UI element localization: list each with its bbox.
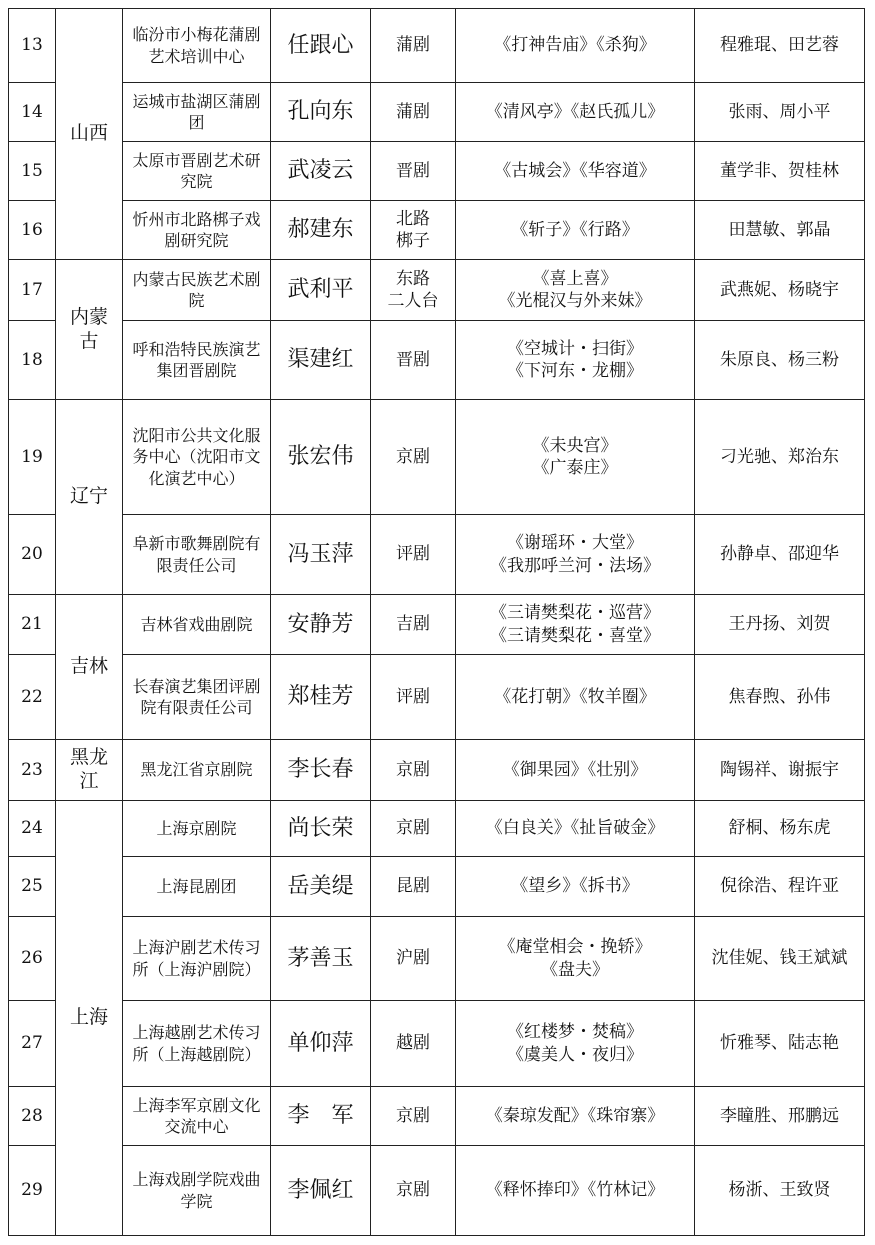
unit-name: 内蒙古民族艺术剧院 [123, 260, 271, 321]
table-row [9, 142, 865, 201]
opera-genre: 京剧 [371, 400, 456, 515]
province-cell [56, 595, 123, 740]
table-row [9, 1087, 865, 1146]
master-name: 岳美缇 [271, 857, 371, 917]
table-row [9, 83, 865, 142]
apprentices: 李瞳胜、邢鹏远 [695, 1087, 865, 1146]
repertoire: 《斩子》《行路》 [456, 201, 695, 260]
repertoire: 《空城计・扫街》 《下河东・龙棚》 [456, 321, 695, 400]
repertoire: 《白良关》《扯旨破金》 [456, 801, 695, 857]
table-row [9, 595, 865, 655]
unit-name: 黑龙江省京剧院 [123, 740, 271, 801]
province-label: 内蒙 [69, 305, 108, 328]
opera-genre: 东路 二人台 [371, 260, 456, 321]
repertoire: 《三请樊梨花・巡营》 《三请樊梨花・喜堂》 [456, 595, 695, 655]
row-number: 26 [9, 917, 56, 1001]
row-number: 23 [9, 740, 56, 801]
province-cell [56, 260, 123, 400]
master-name: 茅善玉 [271, 917, 371, 1001]
apprentices: 张雨、周小平 [695, 83, 865, 142]
unit-name: 上海李军京剧文化交流中心 [123, 1087, 271, 1146]
row-number: 20 [9, 515, 56, 595]
row-number: 29 [9, 1146, 56, 1236]
opera-genre: 越剧 [371, 1001, 456, 1087]
table-row [9, 400, 865, 515]
apprentices: 忻雅琴、陆志艳 [695, 1001, 865, 1087]
apprentices: 陶锡祥、谢振宇 [695, 740, 865, 801]
row-number: 25 [9, 857, 56, 917]
unit-name: 上海戏剧学院戏曲学院 [123, 1146, 271, 1236]
master-name: 单仰萍 [271, 1001, 371, 1087]
apprentices: 刁光驰、郑治东 [695, 400, 865, 515]
province-cell [56, 400, 123, 595]
row-number: 22 [9, 655, 56, 740]
unit-name: 长春演艺集团评剧院有限责任公司 [123, 655, 271, 740]
opera-genre: 北路 梆子 [371, 201, 456, 260]
master-name: 张宏伟 [271, 400, 371, 515]
apprentices: 董学非、贺桂林 [695, 142, 865, 201]
apprentices: 倪徐浩、程许亚 [695, 857, 865, 917]
opera-genre: 京剧 [371, 1087, 456, 1146]
province-label: 辽宁 [69, 485, 108, 508]
row-number: 15 [9, 142, 56, 201]
master-apprentice-table [8, 8, 865, 1236]
opera-genre: 蒲剧 [371, 83, 456, 142]
unit-name: 吉林省戏曲剧院 [123, 595, 271, 655]
opera-genre: 晋剧 [371, 321, 456, 400]
apprentices: 焦春煦、孙伟 [695, 655, 865, 740]
row-number: 16 [9, 201, 56, 260]
unit-name: 上海昆剧团 [123, 857, 271, 917]
unit-name: 沈阳市公共文化服务中心（沈阳市文化演艺中心） [123, 400, 271, 515]
unit-name: 阜新市歌舞剧院有限责任公司 [123, 515, 271, 595]
province-label: 古 [79, 329, 99, 352]
master-name: 尚长荣 [271, 801, 371, 857]
table-row [9, 201, 865, 260]
master-name: 孔向东 [271, 83, 371, 142]
table-row [9, 740, 865, 801]
row-number: 14 [9, 83, 56, 142]
opera-genre: 蒲剧 [371, 9, 456, 83]
apprentices: 杨浙、王致贤 [695, 1146, 865, 1236]
table-row [9, 1146, 865, 1236]
unit-name: 太原市晋剧艺术研究院 [123, 142, 271, 201]
province-label: 江 [79, 770, 99, 792]
table-row [9, 260, 865, 321]
apprentices: 舒桐、杨东虎 [695, 801, 865, 857]
master-name: 郑桂芳 [271, 655, 371, 740]
master-name: 安静芳 [271, 595, 371, 655]
opera-genre: 京剧 [371, 740, 456, 801]
province-label: 上海 [69, 1006, 108, 1029]
row-number: 19 [9, 400, 56, 515]
province-cell [56, 801, 123, 1236]
master-name: 李佩红 [271, 1146, 371, 1236]
apprentices: 沈佳妮、钱王斌斌 [695, 917, 865, 1001]
province-cell [56, 740, 123, 801]
opera-genre: 评剧 [371, 655, 456, 740]
repertoire: 《御果园》《壮别》 [456, 740, 695, 801]
repertoire: 《谢瑶环・大堂》 《我那呼兰河・法场》 [456, 515, 695, 595]
unit-name: 忻州市北路梆子戏剧研究院 [123, 201, 271, 260]
master-name: 任跟心 [271, 9, 371, 83]
apprentices: 武燕妮、杨晓宇 [695, 260, 865, 321]
unit-name: 上海越剧艺术传习所（上海越剧院） [123, 1001, 271, 1087]
table-row [9, 515, 865, 595]
province-label: 吉林 [69, 655, 108, 678]
unit-name: 呼和浩特民族演艺集团晋剧院 [123, 321, 271, 400]
master-name: 郝建东 [271, 201, 371, 260]
master-name: 渠建红 [271, 321, 371, 400]
apprentices: 程雅琨、田艺蓉 [695, 9, 865, 83]
master-name: 武利平 [271, 260, 371, 321]
master-name: 武凌云 [271, 142, 371, 201]
row-number: 24 [9, 801, 56, 857]
repertoire: 《秦琼发配》《珠帘寨》 [456, 1087, 695, 1146]
row-number: 13 [9, 9, 56, 83]
unit-name: 临汾市小梅花蒲剧艺术培训中心 [123, 9, 271, 83]
row-number: 27 [9, 1001, 56, 1087]
table-row [9, 857, 865, 917]
apprentices: 孙静卓、邵迎华 [695, 515, 865, 595]
province-cell [56, 9, 123, 260]
unit-name: 上海京剧院 [123, 801, 271, 857]
table-row [9, 9, 865, 83]
apprentices: 朱原良、杨三粉 [695, 321, 865, 400]
row-number: 18 [9, 321, 56, 400]
opera-genre: 京剧 [371, 801, 456, 857]
table-row [9, 321, 865, 400]
apprentices: 田慧敏、郭晶 [695, 201, 865, 260]
master-name: 李长春 [271, 740, 371, 801]
apprentices: 王丹扬、刘贺 [695, 595, 865, 655]
table-row [9, 1001, 865, 1087]
repertoire: 《庵堂相会・挽轿》 《盘夫》 [456, 917, 695, 1001]
repertoire: 《花打朝》《牧羊圈》 [456, 655, 695, 740]
master-name: 李 军 [271, 1087, 371, 1146]
province-label: 黑龙 [69, 746, 108, 769]
opera-genre: 评剧 [371, 515, 456, 595]
opera-genre: 昆剧 [371, 857, 456, 917]
repertoire: 《释怀捧印》《竹林记》 [456, 1146, 695, 1236]
row-number: 21 [9, 595, 56, 655]
repertoire: 《清风亭》《赵氏孤儿》 [456, 83, 695, 142]
row-number: 17 [9, 260, 56, 321]
province-label: 山西 [69, 122, 108, 145]
repertoire: 《望乡》《拆书》 [456, 857, 695, 917]
table-body [9, 9, 865, 1236]
unit-name: 运城市盐湖区蒲剧团 [123, 83, 271, 142]
opera-genre: 沪剧 [371, 917, 456, 1001]
table-row [9, 801, 865, 857]
opera-genre: 吉剧 [371, 595, 456, 655]
repertoire: 《红楼梦・焚稿》 《虞美人・夜归》 [456, 1001, 695, 1087]
repertoire: 《古城会》《华容道》 [456, 142, 695, 201]
repertoire: 《喜上喜》 《光棍汉与外来妹》 [456, 260, 695, 321]
row-number: 28 [9, 1087, 56, 1146]
master-name: 冯玉萍 [271, 515, 371, 595]
repertoire: 《打神告庙》《杀狗》 [456, 9, 695, 83]
table-row [9, 917, 865, 1001]
opera-genre: 晋剧 [371, 142, 456, 201]
table-row [9, 655, 865, 740]
repertoire: 《未央宫》 《广泰庄》 [456, 400, 695, 515]
opera-genre: 京剧 [371, 1146, 456, 1236]
unit-name: 上海沪剧艺术传习所（上海沪剧院） [123, 917, 271, 1001]
